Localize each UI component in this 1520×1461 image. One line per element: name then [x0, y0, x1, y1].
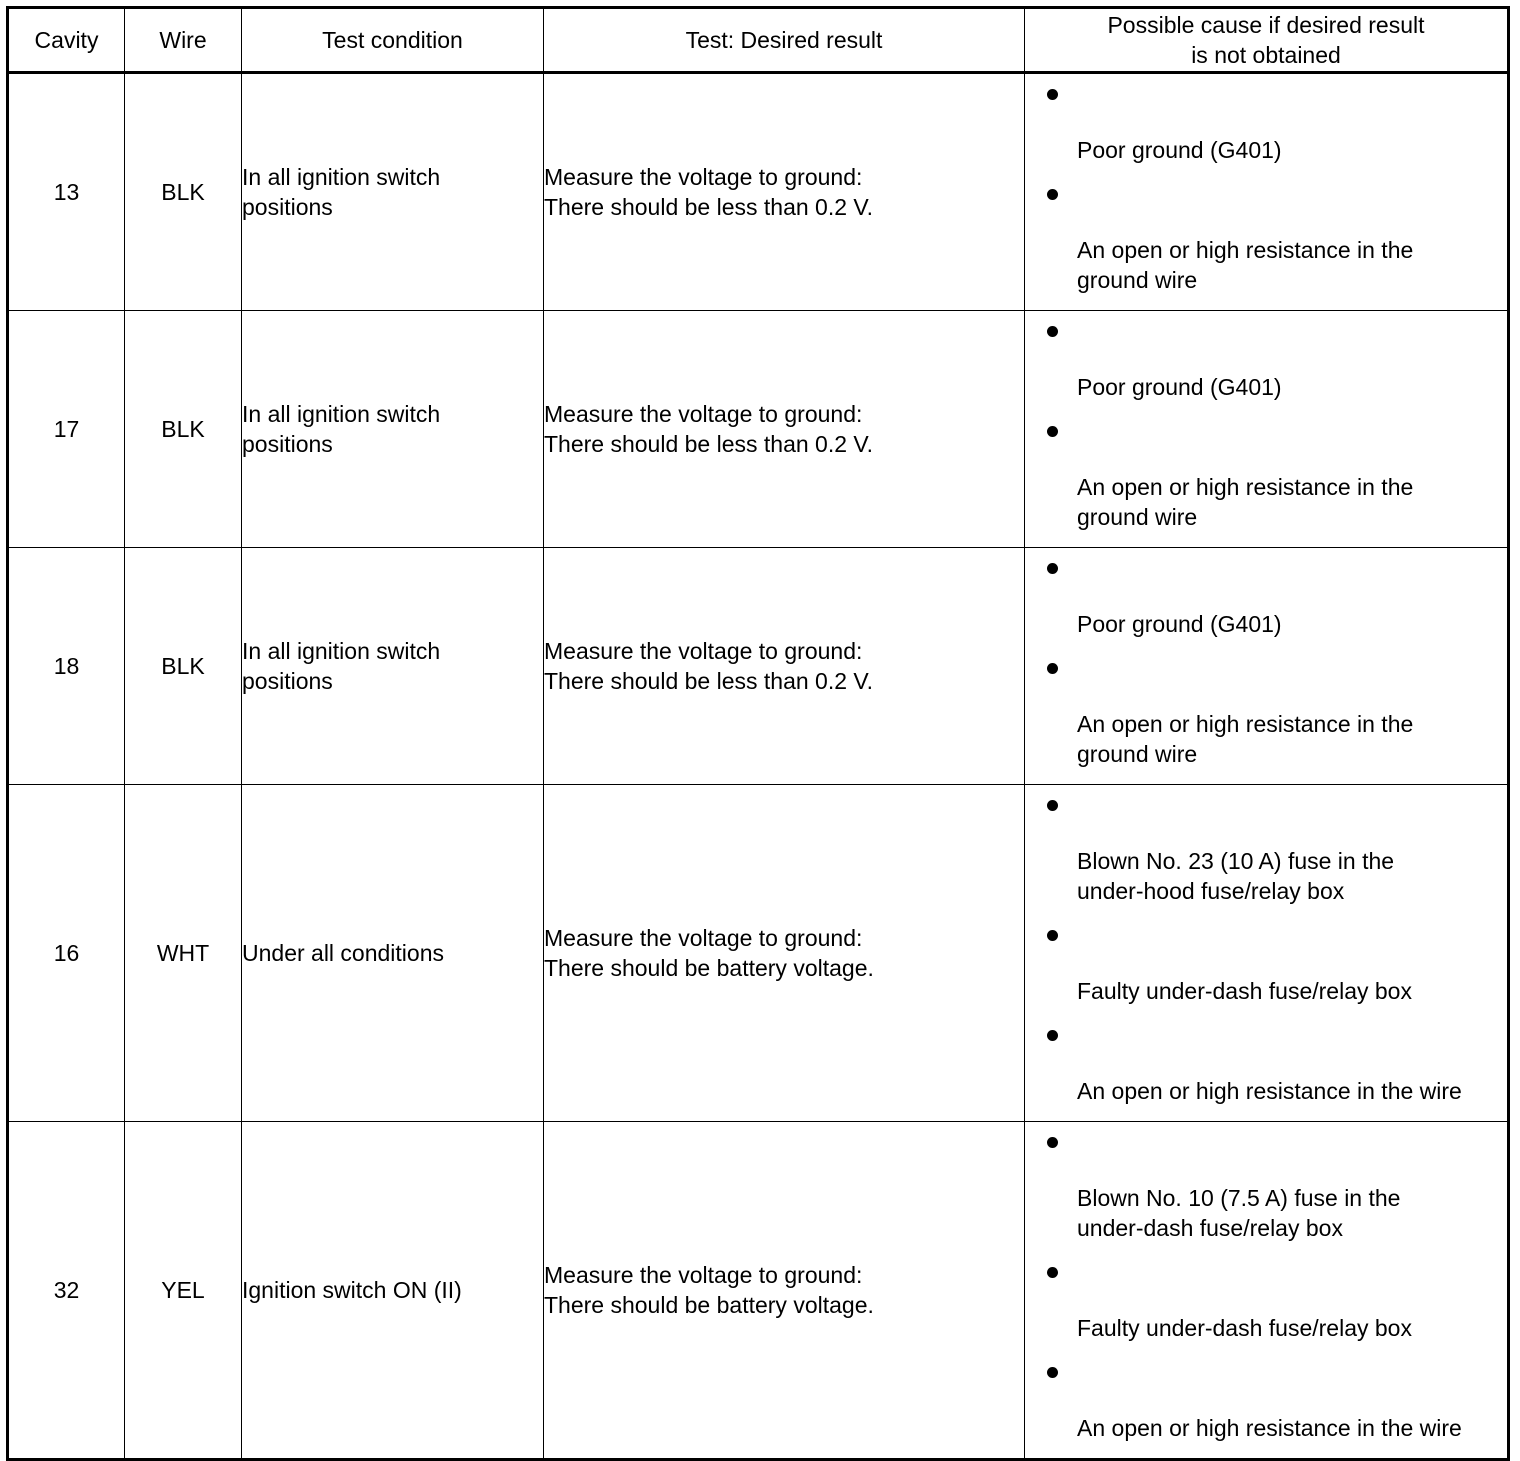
table-row	[8, 1122, 1509, 1460]
cavity-cell	[8, 548, 125, 785]
possible-cause-cell	[1025, 1122, 1509, 1460]
cause-item	[1025, 417, 1507, 532]
cause-item	[1025, 554, 1507, 639]
desired-result-cell	[544, 785, 1025, 1122]
table-row	[8, 785, 1509, 1122]
cavity-cell-text: 32	[53, 1277, 80, 1303]
cause-item	[1025, 317, 1507, 402]
bullet-icon	[1047, 663, 1058, 674]
cause-text: Faulty under-dash fuse/relay box	[1077, 1315, 1412, 1341]
diagnostic-table	[6, 6, 1510, 1461]
cause-item	[1025, 1258, 1507, 1343]
wire-cell-text: BLK	[161, 653, 205, 679]
test-condition-cell	[242, 311, 544, 548]
cause-item	[1025, 654, 1507, 769]
wire-cell	[125, 1122, 242, 1460]
cause-list	[1025, 1122, 1507, 1443]
header-test-condition: Test condition	[242, 8, 544, 73]
header-desired-result: Test: Desired result	[544, 8, 1025, 73]
bullet-icon	[1047, 563, 1058, 574]
test-condition-cell	[242, 73, 544, 311]
possible-cause-cell	[1025, 548, 1509, 785]
desired-result-cell	[544, 311, 1025, 548]
test-condition-cell-text: In all ignition switch positions	[242, 638, 441, 694]
cavity-cell	[8, 1122, 125, 1460]
cause-text: An open or high resistance in the wire	[1077, 1078, 1462, 1104]
desired-result-cell	[544, 73, 1025, 311]
cause-item	[1025, 180, 1507, 295]
cause-item	[1025, 80, 1507, 165]
test-condition-cell-text: Under all conditions	[242, 940, 445, 966]
bullet-icon	[1047, 426, 1058, 437]
bullet-icon	[1047, 800, 1058, 811]
cause-text: Poor ground (G401)	[1077, 374, 1282, 400]
cause-text: Poor ground (G401)	[1077, 137, 1282, 163]
cavity-cell-text: 18	[53, 653, 80, 679]
wire-cell-text: BLK	[161, 179, 205, 205]
bullet-icon	[1047, 1030, 1058, 1041]
wire-cell	[125, 548, 242, 785]
cause-item	[1025, 1021, 1507, 1106]
possible-cause-cell	[1025, 311, 1509, 548]
table-row	[8, 311, 1509, 548]
test-condition-cell	[242, 1122, 544, 1460]
wire-cell	[125, 785, 242, 1122]
cause-item	[1025, 1128, 1507, 1243]
bullet-icon	[1047, 1367, 1058, 1378]
wire-cell	[125, 73, 242, 311]
test-condition-cell-text: In all ignition switch positions	[242, 401, 441, 457]
bullet-icon	[1047, 89, 1058, 100]
bullet-icon	[1047, 1267, 1058, 1278]
possible-cause-cell	[1025, 785, 1509, 1122]
cause-list	[1025, 548, 1507, 769]
wire-cell-text: YEL	[161, 1277, 205, 1303]
cause-item	[1025, 791, 1507, 906]
desired-result-cell-text: Measure the voltage to ground: There should be battery voltage.	[544, 925, 874, 981]
cause-text: Blown No. 23 (10 A) fuse in the under-hood fuse/relay box	[1077, 848, 1395, 904]
cause-text: Faulty under-dash fuse/relay box	[1077, 978, 1412, 1004]
bullet-icon	[1047, 1137, 1058, 1148]
header-row	[8, 8, 1509, 73]
desired-result-cell	[544, 548, 1025, 785]
header-cavity: Cavity	[8, 8, 125, 73]
cavity-cell-text: 16	[53, 940, 80, 966]
possible-cause-cell	[1025, 73, 1509, 311]
cause-item	[1025, 921, 1507, 1006]
header-possible-cause: Possible cause if desired result is not obtained	[1025, 8, 1509, 73]
cause-text: An open or high resistance in the ground wire	[1077, 711, 1414, 767]
cause-item	[1025, 1358, 1507, 1443]
wire-cell	[125, 311, 242, 548]
cavity-cell-text: 13	[53, 179, 80, 205]
test-condition-cell	[242, 548, 544, 785]
desired-result-cell-text: Measure the voltage to ground: There should be battery voltage.	[544, 1262, 874, 1318]
cause-text: An open or high resistance in the wire	[1077, 1415, 1462, 1441]
desired-result-cell	[544, 1122, 1025, 1460]
cause-list	[1025, 785, 1507, 1106]
cause-list	[1025, 311, 1507, 532]
cause-list	[1025, 74, 1507, 295]
wire-cell-text: BLK	[161, 416, 205, 442]
bullet-icon	[1047, 930, 1058, 941]
test-condition-cell-text: Ignition switch ON (II)	[242, 1277, 462, 1303]
cause-text: An open or high resistance in the ground wire	[1077, 474, 1414, 530]
test-condition-cell-text: In all ignition switch positions	[242, 164, 441, 220]
cavity-cell	[8, 785, 125, 1122]
table-row	[8, 548, 1509, 785]
cause-text: An open or high resistance in the ground wire	[1077, 237, 1414, 293]
desired-result-cell-text: Measure the voltage to ground: There should be less than 0.2 V.	[544, 401, 874, 457]
cause-text: Blown No. 10 (7.5 A) fuse in the under-dash fuse/relay box	[1077, 1185, 1401, 1241]
cause-text: Poor ground (G401)	[1077, 611, 1282, 637]
wire-cell-text: WHT	[156, 940, 210, 966]
header-wire: Wire	[125, 8, 242, 73]
cavity-cell	[8, 73, 125, 311]
cavity-cell	[8, 311, 125, 548]
bullet-icon	[1047, 189, 1058, 200]
desired-result-cell-text: Measure the voltage to ground: There should be less than 0.2 V.	[544, 638, 874, 694]
bullet-icon	[1047, 326, 1058, 337]
table-row	[8, 73, 1509, 311]
desired-result-cell-text: Measure the voltage to ground: There should be less than 0.2 V.	[544, 164, 874, 220]
test-condition-cell	[242, 785, 544, 1122]
cavity-cell-text: 17	[53, 416, 80, 442]
